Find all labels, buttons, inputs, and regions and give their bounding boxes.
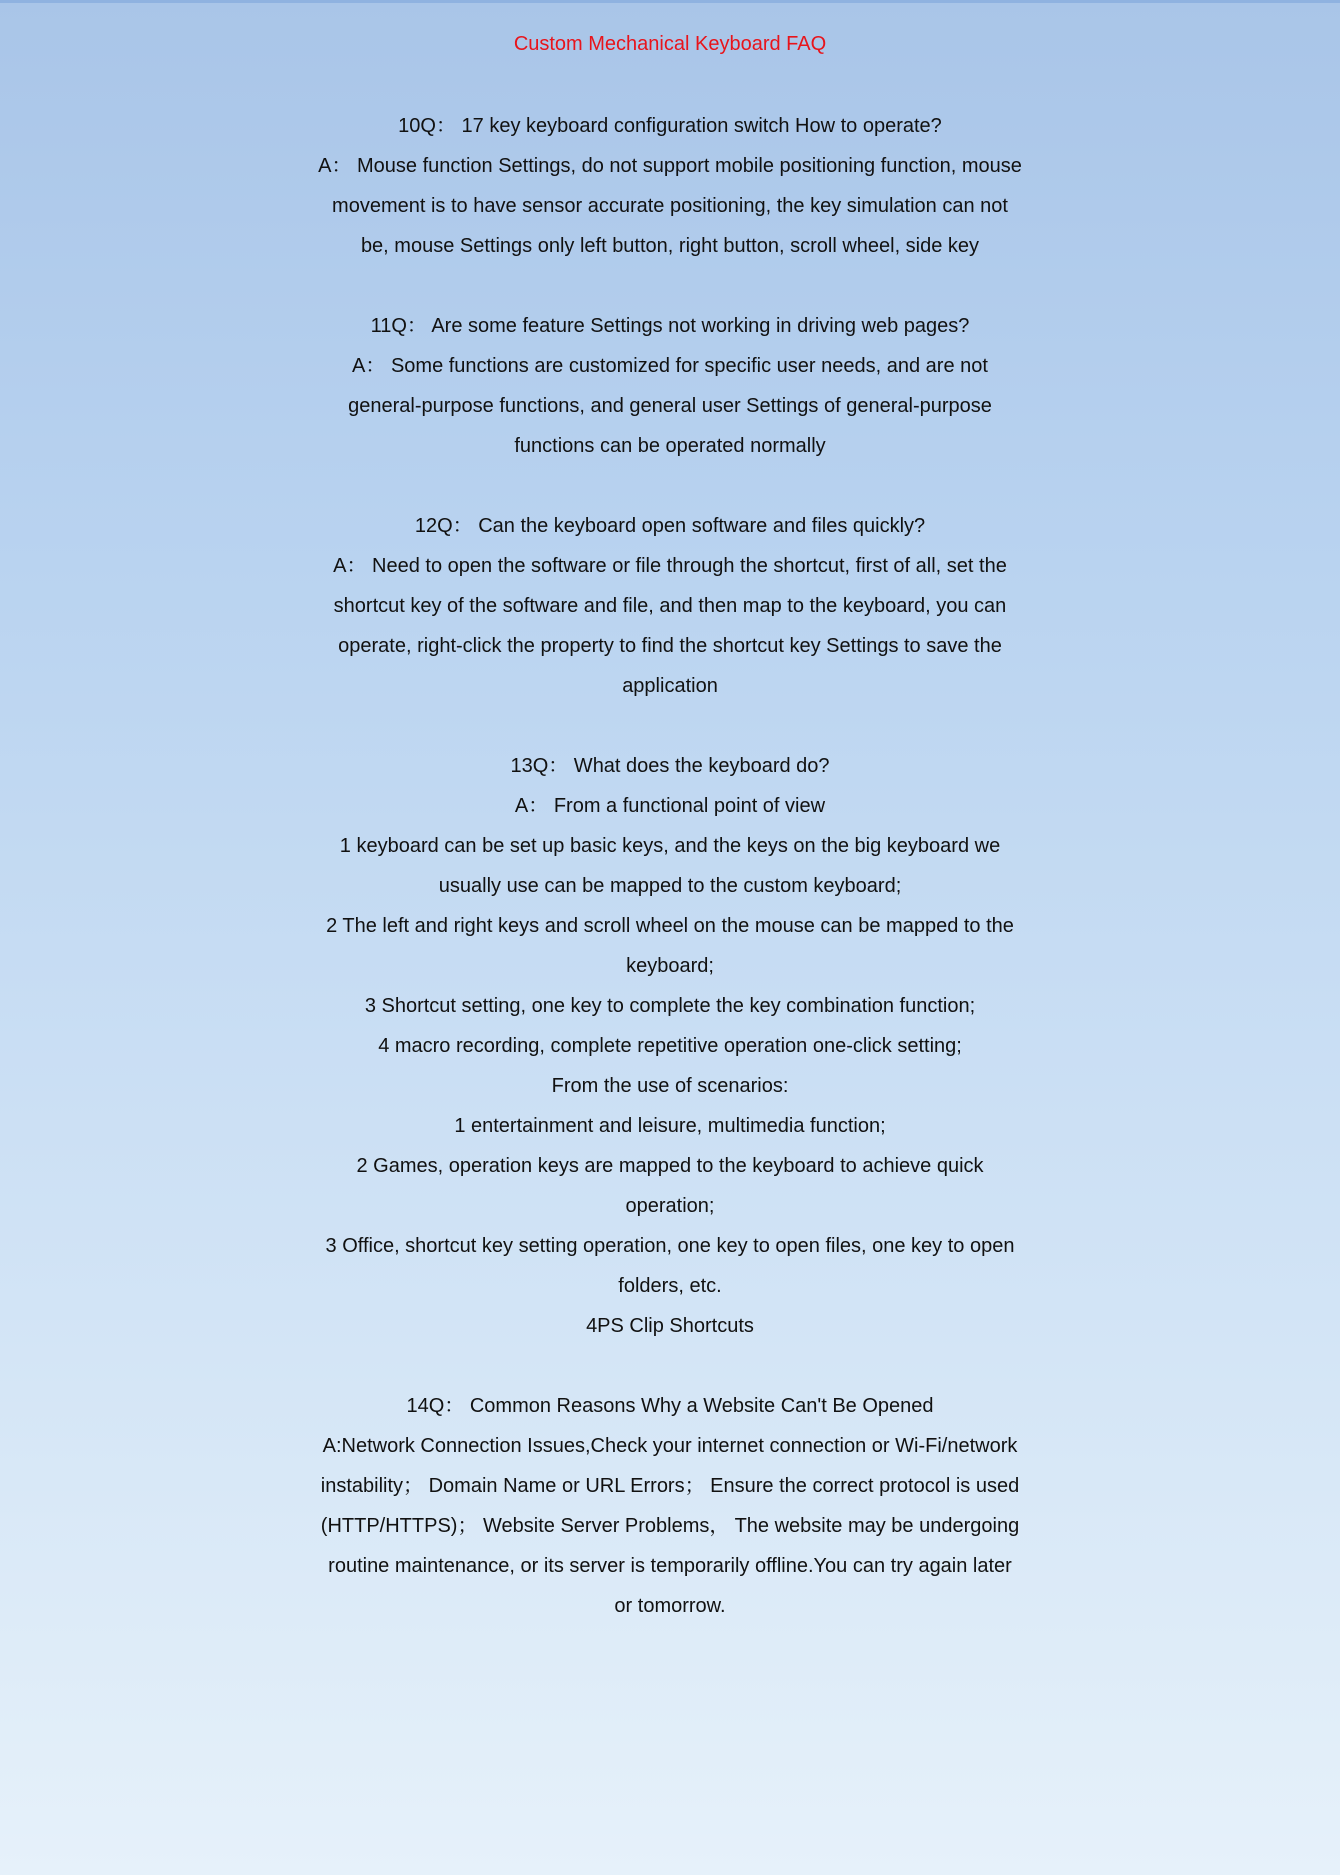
faq-answer-line: be, mouse Settings only left button, right button, scroll wheel, side key (360, 235, 980, 257)
faq-question: 11Q： Are some feature Settings not working in driving web pages? (370, 315, 970, 337)
faq-answer-line: application (622, 675, 718, 697)
faq-answer-line: A： Some functions are customized for specific user needs, and are not (352, 355, 988, 377)
faq-answer-line: folders, etc. (618, 1275, 722, 1297)
faq-answer-line: A： From a functional point of view (514, 795, 826, 817)
faq-answer-line: A： Need to open the software or file through the shortcut, first of all, set the (333, 555, 1007, 577)
faq-answer-line: A： Mouse function Settings, do not support mobile positioning function, mouse (318, 155, 1022, 177)
faq-answer-line: 1 entertainment and leisure, multimedia function; (454, 1115, 886, 1137)
faq-question: 13Q： What does the keyboard do? (510, 755, 830, 777)
faq-answer-line: operation; (625, 1195, 715, 1217)
faq-answer-line: keyboard; (626, 955, 714, 977)
faq-answer-line: movement is to have sensor accurate positioning, the key simulation can not (332, 195, 1008, 217)
faq-item (0, 306, 1340, 466)
faq-answer-line: instability； Domain Name or URL Errors； Ensure the correct protocol is used (320, 1475, 1020, 1497)
faq-item (0, 106, 1340, 266)
faq-answer-line: 2 Games, operation keys are mapped to the keyboard to achieve quick (356, 1155, 984, 1177)
faq-answer-line: 3 Office, shortcut key setting operation, one key to open files, one key to open (325, 1235, 1015, 1257)
faq-list (0, 106, 1340, 1626)
faq-item (0, 1386, 1340, 1626)
faq-item (0, 506, 1340, 706)
faq-answer-line: usually use can be mapped to the custom keyboard; (438, 875, 902, 897)
faq-answer-line: From the use of scenarios: (551, 1075, 789, 1097)
faq-question: 10Q： 17 key keyboard configuration switch How to operate? (398, 115, 942, 137)
faq-answer-line: 3 Shortcut setting, one key to complete the key combination function; (364, 995, 976, 1017)
faq-question: 12Q： Can the keyboard open software and files quickly? (414, 515, 926, 537)
faq-answer-line: 2 The left and right keys and scroll wheel on the mouse can be mapped to the (326, 915, 1014, 937)
faq-answer-line: (HTTP/HTTPS)； Website Server Problems， The website may be undergoing (320, 1515, 1020, 1537)
faq-answer-line: general-purpose functions, and general user Settings of general-purpose (348, 395, 992, 417)
faq-answer-line: 4PS Clip Shortcuts (586, 1315, 754, 1337)
faq-answer-line: 4 macro recording, complete repetitive operation one-click setting; (378, 1035, 962, 1057)
faq-answer-line: operate, right-click the property to find the shortcut key Settings to save the (338, 635, 1002, 657)
faq-question: 14Q： Common Reasons Why a Website Can't Be Opened (406, 1395, 934, 1417)
faq-answer-line: shortcut key of the software and file, and then map to the keyboard, you can (333, 595, 1007, 617)
faq-answer-line: routine maintenance, or its server is temporarily offline.You can try again later (328, 1555, 1012, 1577)
faq-item (0, 746, 1340, 1346)
faq-answer-line: A:Network Connection Issues,Check your internet connection or Wi-Fi/network (322, 1435, 1018, 1457)
page-title: Custom Mechanical Keyboard FAQ (513, 33, 827, 55)
faq-answer-line: 1 keyboard can be set up basic keys, and the keys on the big keyboard we (339, 835, 1001, 857)
faq-answer-line: functions can be operated normally (514, 435, 826, 457)
faq-answer-line: or tomorrow. (614, 1595, 726, 1617)
